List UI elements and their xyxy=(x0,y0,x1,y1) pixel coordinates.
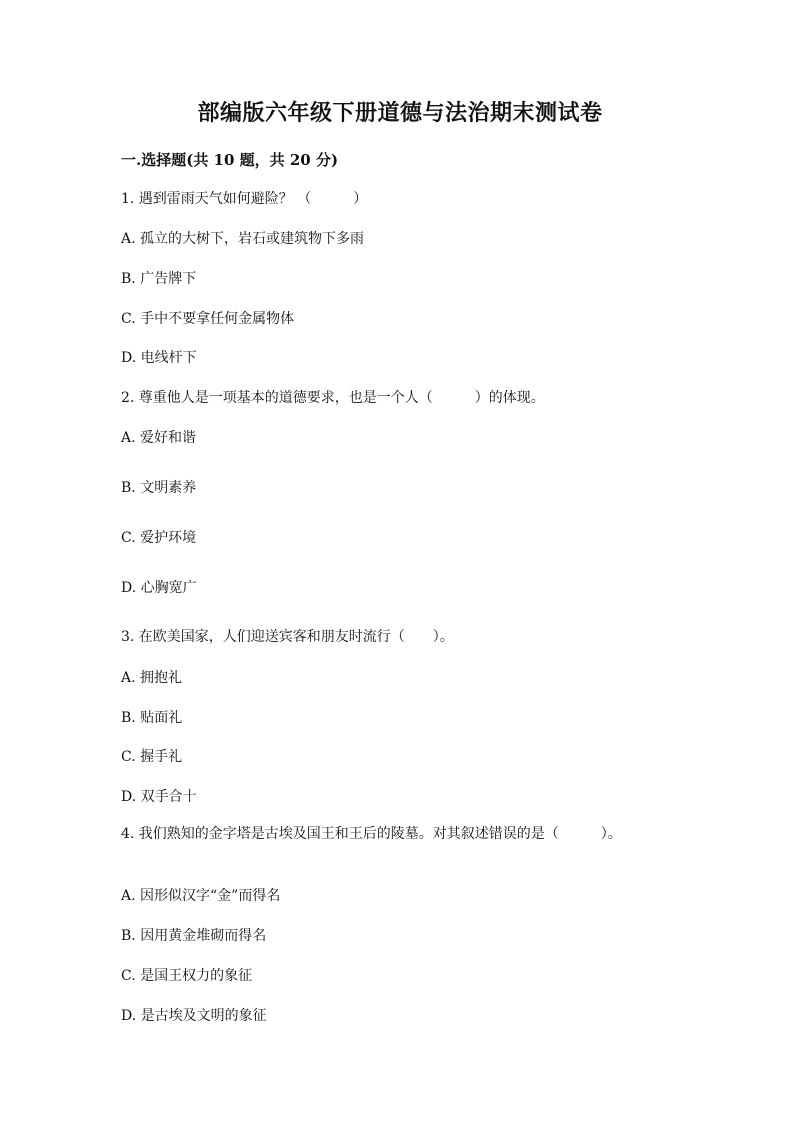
question-2-stem: 2. 尊重他人是一项基本的道德要求，也是一个人（ ）的体现。 xyxy=(121,390,545,406)
question-4-stem: 4. 我们熟知的金字塔是古埃及国王和王后的陵墓。对其叙述错误的是（ ）。 xyxy=(121,826,622,842)
question-3-option-a: A. 拥抱礼 xyxy=(121,670,183,686)
question-1-stem: 1. 遇到雷雨天气如何避险？ （ ） xyxy=(121,191,368,207)
section-heading: 一.选择题(共 10 题，共 20 分) xyxy=(121,151,339,169)
question-1-option-d: D. 电线杆下 xyxy=(121,350,197,366)
question-2-option-b: B. 文明素养 xyxy=(121,480,197,496)
question-3-option-b: B. 贴面礼 xyxy=(121,710,183,726)
question-3-option-c: C. 握手礼 xyxy=(121,749,183,765)
question-3-stem: 3. 在欧美国家，人们迎送宾客和朋友时流行（ ）。 xyxy=(121,629,454,645)
question-4-option-d: D. 是古埃及文明的象征 xyxy=(121,1008,267,1024)
question-1-option-a: A. 孤立的大树下，岩石或建筑物下多雨 xyxy=(121,231,365,247)
question-4-option-b: B. 因用黄金堆砌而得名 xyxy=(121,928,267,944)
question-2-option-a: A. 爱好和谐 xyxy=(121,430,197,446)
question-2-option-c: C. 爱护环境 xyxy=(121,530,197,546)
question-4-option-a: A. 因形似汉字“金”而得名 xyxy=(121,888,281,904)
page-title: 部编版六年级下册道德与法治期末测试卷 xyxy=(197,100,603,126)
question-1-option-c: C. 手中不要拿任何金属物体 xyxy=(121,311,295,327)
question-2-option-d: D. 心胸宽广 xyxy=(121,580,197,596)
question-4-option-c: C. 是国王权力的象征 xyxy=(121,968,253,984)
question-3-option-d: D. 双手合十 xyxy=(121,789,197,805)
question-1-option-b: B. 广告牌下 xyxy=(121,271,197,287)
